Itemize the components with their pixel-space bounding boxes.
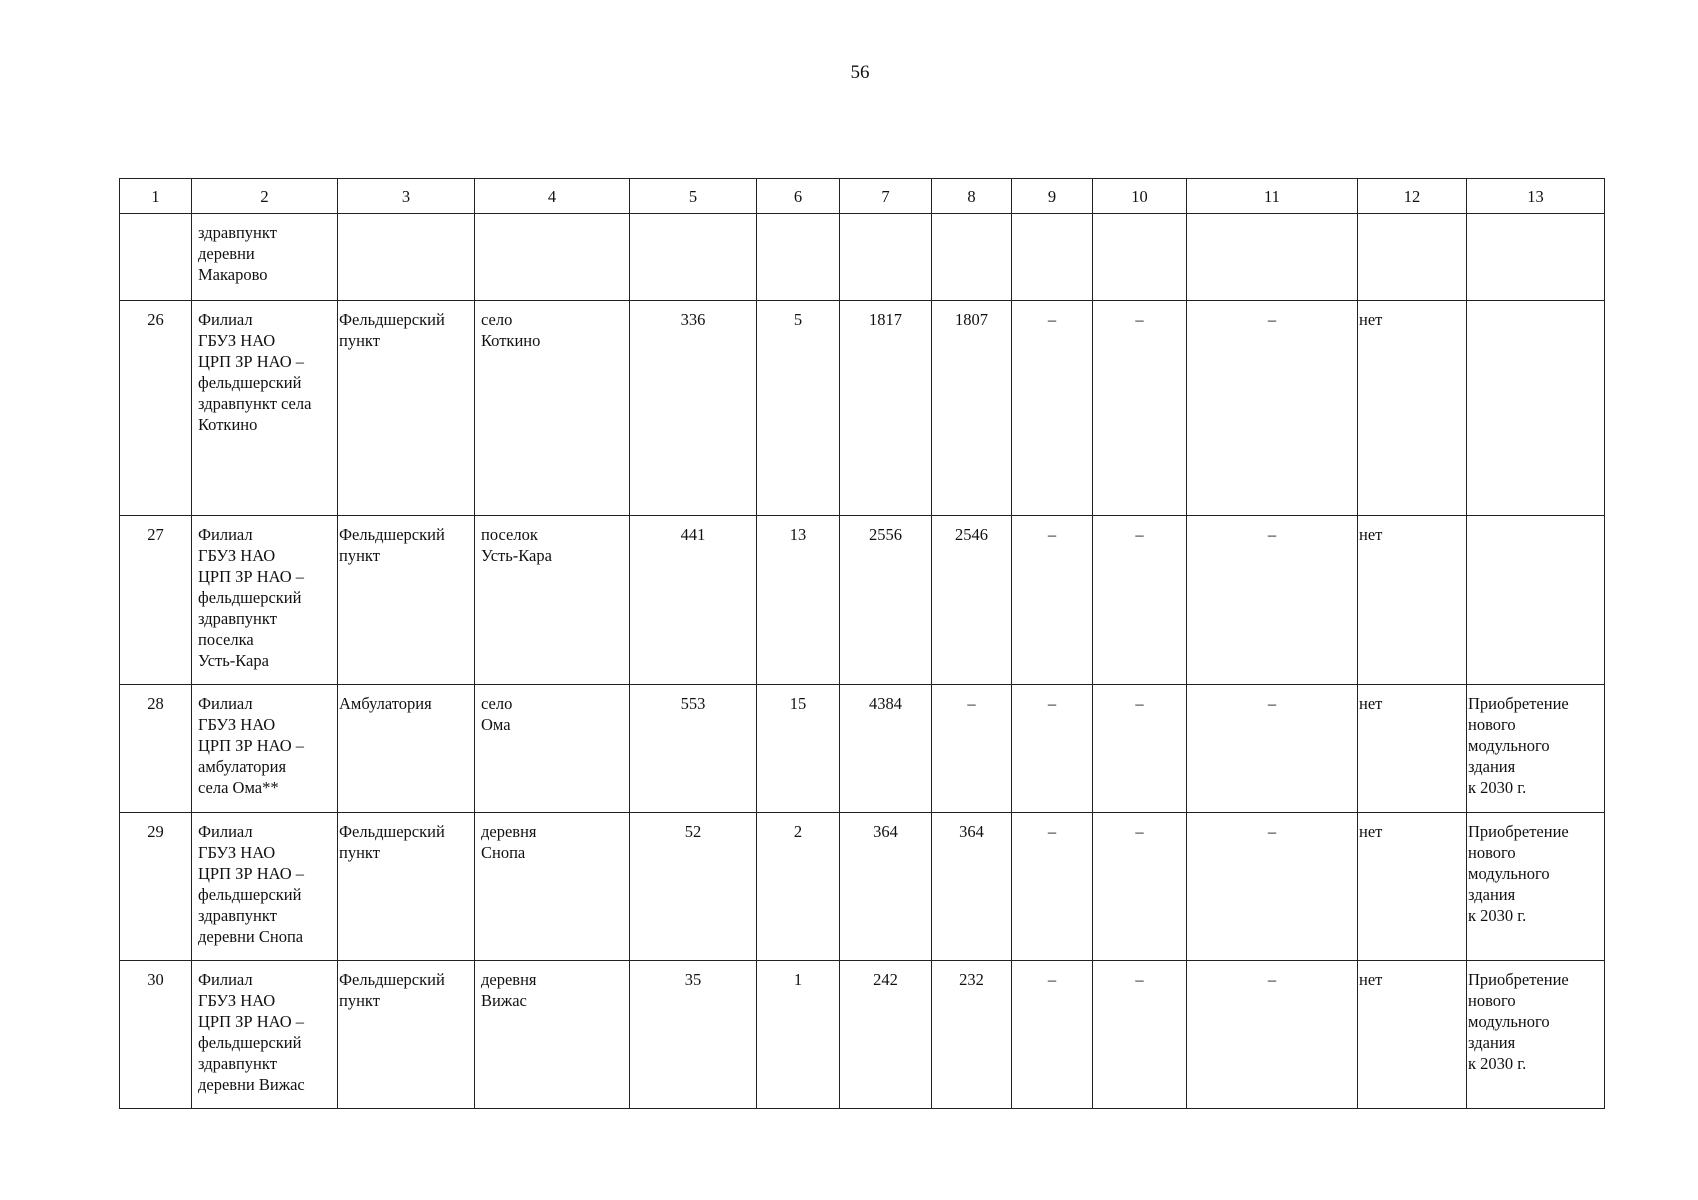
- planned-measures: [1467, 301, 1605, 516]
- facility-name: Филиал ГБУЗ НАО ЦРП ЗР НАО – амбулатория села Ома**: [192, 685, 338, 813]
- row-number: 30: [120, 961, 192, 1109]
- column-number: 9: [1012, 179, 1093, 214]
- col11-value: –: [1187, 516, 1358, 685]
- col6-value: 13: [757, 516, 840, 685]
- col9-value: –: [1012, 685, 1093, 813]
- planned-measures: [1467, 516, 1605, 685]
- col5-value: [630, 214, 757, 301]
- settlement: [475, 214, 630, 301]
- column-number: 8: [932, 179, 1012, 214]
- column-number: 3: [338, 179, 475, 214]
- row-number: 27: [120, 516, 192, 685]
- facility-type: Фельдшерский пункт: [338, 813, 475, 961]
- column-number: 6: [757, 179, 840, 214]
- table-row: [120, 961, 1605, 1109]
- column-number: 2: [192, 179, 338, 214]
- column-number: 5: [630, 179, 757, 214]
- col6-value: [757, 214, 840, 301]
- column-number-row: [120, 179, 1605, 214]
- col10-value: –: [1093, 301, 1187, 516]
- column-number: 1: [120, 179, 192, 214]
- col7-value: 364: [840, 813, 932, 961]
- column-number: 13: [1467, 179, 1605, 214]
- col6-value: 15: [757, 685, 840, 813]
- col12-value: [1358, 214, 1467, 301]
- column-number: 10: [1093, 179, 1187, 214]
- col8-value: 232: [932, 961, 1012, 1109]
- settlement: село Ома: [475, 685, 630, 813]
- table-row: [120, 301, 1605, 516]
- col10-value: –: [1093, 685, 1187, 813]
- planned-measures: [1467, 214, 1605, 301]
- col12-value: нет: [1358, 301, 1467, 516]
- col11-value: –: [1187, 301, 1358, 516]
- col5-value: 553: [630, 685, 757, 813]
- col12-value: нет: [1358, 961, 1467, 1109]
- col7-value: 242: [840, 961, 932, 1109]
- facilities-table: [119, 178, 1605, 1109]
- facility-name: Филиал ГБУЗ НАО ЦРП ЗР НАО – фельдшерский здравпункт поселка Усть-Кара: [192, 516, 338, 685]
- col7-value: [840, 214, 932, 301]
- settlement: поселок Усть-Кара: [475, 516, 630, 685]
- settlement: деревня Вижас: [475, 961, 630, 1109]
- column-number: 11: [1187, 179, 1358, 214]
- table-row: [120, 813, 1605, 961]
- col9-value: –: [1012, 961, 1093, 1109]
- facility-type: Амбулатория: [338, 685, 475, 813]
- col6-value: 1: [757, 961, 840, 1109]
- row-number: [120, 214, 192, 301]
- col8-value: 2546: [932, 516, 1012, 685]
- column-number: 12: [1358, 179, 1467, 214]
- facility-name: здравпункт деревни Макарово: [192, 214, 338, 301]
- col7-value: 1817: [840, 301, 932, 516]
- col5-value: 35: [630, 961, 757, 1109]
- page-number: 56: [850, 62, 870, 83]
- planned-measures: Приобретение нового модульного здания к 2030 г.: [1467, 961, 1605, 1109]
- col7-value: 2556: [840, 516, 932, 685]
- col12-value: нет: [1358, 685, 1467, 813]
- row-number: 28: [120, 685, 192, 813]
- col11-value: –: [1187, 685, 1358, 813]
- col9-value: –: [1012, 301, 1093, 516]
- planned-measures: Приобретение нового модульного здания к 2030 г.: [1467, 813, 1605, 961]
- col10-value: –: [1093, 516, 1187, 685]
- table-row: [120, 685, 1605, 813]
- facility-name: Филиал ГБУЗ НАО ЦРП ЗР НАО – фельдшерский здравпункт деревни Вижас: [192, 961, 338, 1109]
- facility-type: Фельдшерский пункт: [338, 301, 475, 516]
- col8-value: [932, 214, 1012, 301]
- col8-value: –: [932, 685, 1012, 813]
- col10-value: [1093, 214, 1187, 301]
- facility-name: Филиал ГБУЗ НАО ЦРП ЗР НАО – фельдшерский здравпункт села Коткино: [192, 301, 338, 516]
- col10-value: –: [1093, 961, 1187, 1109]
- col9-value: [1012, 214, 1093, 301]
- planned-measures: Приобретение нового модульного здания к 2030 г.: [1467, 685, 1605, 813]
- col6-value: 2: [757, 813, 840, 961]
- row-number: 26: [120, 301, 192, 516]
- column-number: 7: [840, 179, 932, 214]
- column-number: 4: [475, 179, 630, 214]
- col5-value: 336: [630, 301, 757, 516]
- col8-value: 364: [932, 813, 1012, 961]
- col9-value: –: [1012, 516, 1093, 685]
- col11-value: –: [1187, 813, 1358, 961]
- col9-value: –: [1012, 813, 1093, 961]
- col11-value: –: [1187, 961, 1358, 1109]
- col10-value: –: [1093, 813, 1187, 961]
- facility-type: Фельдшерский пункт: [338, 516, 475, 685]
- col12-value: нет: [1358, 516, 1467, 685]
- col5-value: 441: [630, 516, 757, 685]
- col7-value: 4384: [840, 685, 932, 813]
- settlement: деревня Снопа: [475, 813, 630, 961]
- col12-value: нет: [1358, 813, 1467, 961]
- col5-value: 52: [630, 813, 757, 961]
- col6-value: 5: [757, 301, 840, 516]
- col8-value: 1807: [932, 301, 1012, 516]
- settlement: село Коткино: [475, 301, 630, 516]
- table-row: [120, 214, 1605, 301]
- facility-name: Филиал ГБУЗ НАО ЦРП ЗР НАО – фельдшерский здравпункт деревни Снопа: [192, 813, 338, 961]
- facility-type: [338, 214, 475, 301]
- col11-value: [1187, 214, 1358, 301]
- facility-type: Фельдшерский пункт: [338, 961, 475, 1109]
- table-row: [120, 516, 1605, 685]
- row-number: 29: [120, 813, 192, 961]
